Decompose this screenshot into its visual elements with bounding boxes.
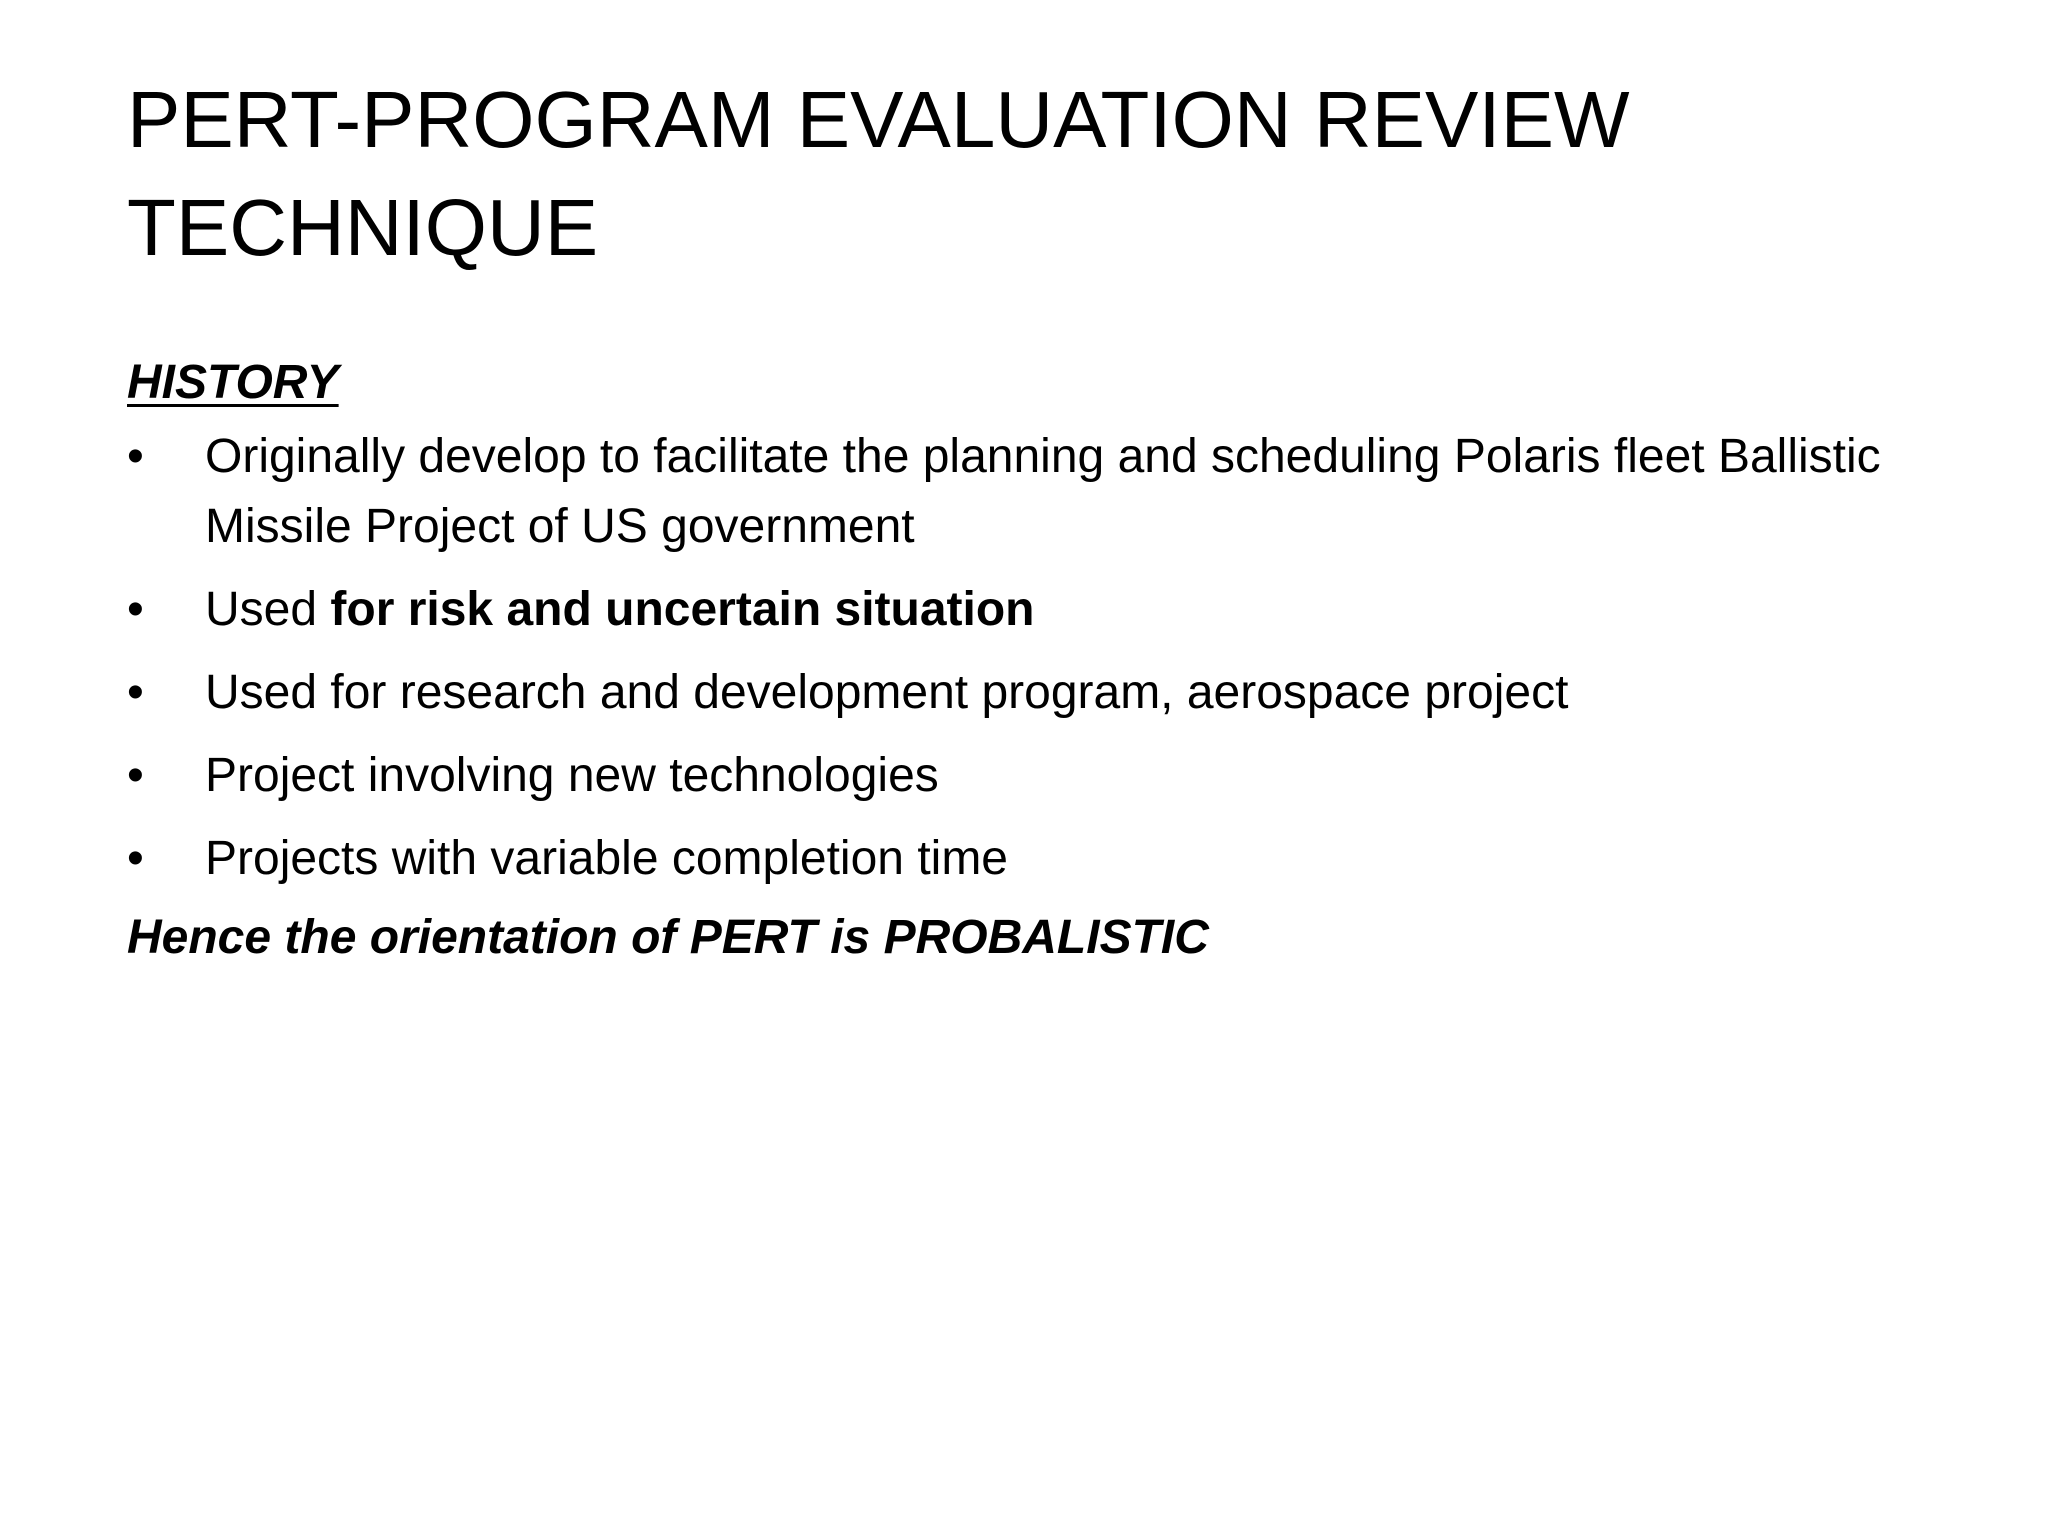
bullet-text: Originally develop to facilitate the planning and scheduling Polaris fleet Ballistic Missile Project of US government — [205, 430, 1881, 553]
bullet-text-prefix: Used — [205, 583, 331, 636]
bullet-dot-icon: • — [127, 749, 144, 802]
bullet-list — [127, 422, 1927, 894]
bullet-item — [127, 658, 1927, 728]
bullet-dot-icon: • — [127, 666, 144, 719]
slide-title: PERT-PROGRAM EVALUATION REVIEW TECHNIQUE — [127, 75, 1630, 272]
slide-body — [127, 348, 1927, 973]
bullet-text-emphasis: for risk and uncertain situation — [330, 583, 1035, 636]
bullet-item — [127, 422, 1927, 562]
bullet-item — [127, 824, 1927, 894]
section-heading: HISTORY — [127, 356, 339, 409]
bullet-text: Projects with variable completion time — [205, 832, 1008, 885]
bullet-dot-icon: • — [127, 832, 144, 885]
bullet-text: Used for research and development program, aerospace project — [205, 666, 1569, 719]
conclusion-text: Hence the orientation of PERT is PROBALISTIC — [127, 911, 1209, 964]
bullet-text: Project involving new technologies — [205, 749, 939, 802]
bullet-dot-icon: • — [127, 430, 144, 483]
bullet-dot-icon: • — [127, 583, 144, 636]
bullet-item — [127, 575, 1927, 645]
bullet-item — [127, 741, 1927, 811]
